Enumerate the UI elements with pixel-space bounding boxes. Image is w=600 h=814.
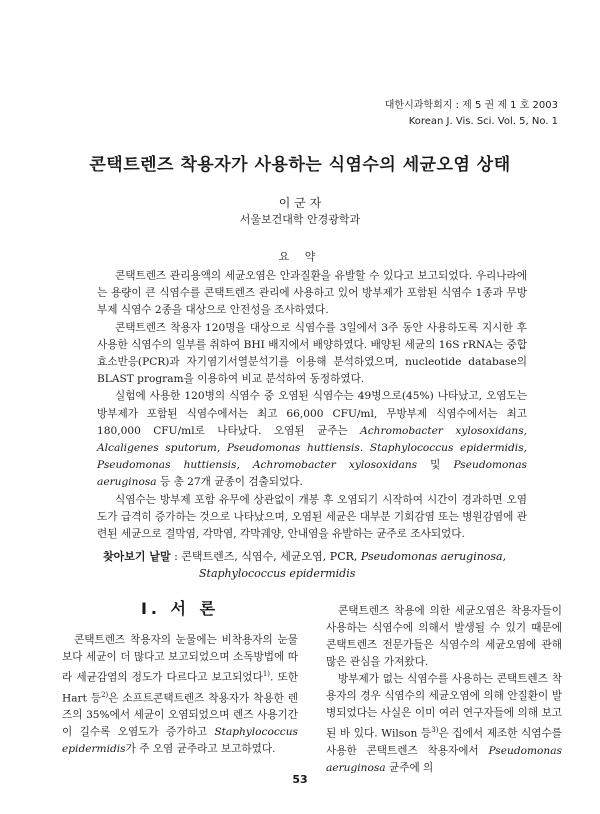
keyword-italic: Staphylococcus epidermidis (199, 567, 356, 580)
reference-marker: 3) (431, 726, 439, 734)
body-column-left (62, 632, 298, 758)
keywords-block (103, 548, 533, 582)
abstract-text: 등 총 27개 균종이 검출되었다. (156, 476, 303, 489)
body-text: 은 집에서 제조한 식염수를 사용한 콘택트렌즈 착용자에서 (326, 727, 563, 757)
keyword-italic: Pseudomonas aeruginosa, (360, 550, 507, 563)
body-paragraph (326, 671, 562, 777)
abstract-paragraph (97, 388, 527, 491)
section-heading-introduction: I. 서 론 (140, 599, 220, 618)
page-number: 53 (292, 773, 308, 786)
journal-line-english: Korean J. Vis. Sci. Vol. 5, No. 1 (408, 116, 558, 127)
keywords-terms: 콘택트렌즈, 식염수, 세균오염, PCR, (181, 550, 361, 563)
species-name: Pseudomonas aeruginosa (97, 459, 527, 489)
abstract-paragraph: 콘택트렌즈 착용자 120명을 대상으로 식염수를 3일에서 3주 동안 사용하도록 지시한 후 사용한 식염수의 일부를 취하여 BHI 배지에서 배양하였다. 배양된 세균의 16S rRNA는 중합효소반응(PCR)과 자기염기서열분석기를 이용해 분석하였으며, nucleotide database의 BLAST program을 이용하여 비교 분석하여 동정하였다. (97, 321, 527, 386)
body-paragraph: 콘택트렌즈 착용에 의한 세균오염은 착용자들이 사용하는 식염수에 의해서 발생될 수 있기 때문에 콘택트렌즈 전문가들은 식염수의 세균오염에 관해 많은 관심을 가져왔다. (326, 605, 562, 668)
abstract-text: 및 (417, 459, 454, 472)
author-name: 이 군 자 (278, 196, 322, 210)
species-name: Pseudomonas aeruginosa (326, 744, 562, 774)
keywords-separator: : (170, 550, 182, 563)
abstract-paragraph: 식염수는 방부제 포함 유무에 상관없이 개봉 후 오염되기 시작하여 시간이 경과하면 오염도가 급격히 증가하는 것으로 나타났으며, 오염된 세균은 대부분 기회감염 또는 병원감염에 관련된 세균으로 결막염, 각막염, 각막궤양, 안내염을 유발하는 균주로 조사되었다. (97, 493, 527, 541)
body-text: . 또한 Hart 등 (62, 671, 298, 705)
paper-title: 콘택트렌즈 착용자가 사용하는 식염수의 세균오염 상태 (89, 155, 511, 175)
species-names: Achromobacter xylosoxidans, Alcaligenes sputorum, Pseudomonas huttiensis. Staphylococcus epidermidis, Pseudomonas huttiensis, Achromobacter xylosoxidans (97, 424, 528, 472)
journal-citation (385, 98, 558, 130)
body-text: 콘택트렌즈 착용자의 눈물에는 비착용자의 눈물보다 세균이 더 많다고 보고되었으며 소독방법에 따라 세균감염의 정도가 다르다고 보고되었다 (62, 634, 298, 684)
reference-marker: 2) (101, 690, 109, 699)
reference-marker: 1) (262, 670, 270, 678)
abstract-body (97, 268, 527, 543)
keywords-label: 찾아보기 낱말 (103, 550, 171, 563)
body-column-right (326, 603, 562, 777)
body-text: 균주에 의 (385, 761, 434, 774)
body-text: 방부제가 없는 식염수를 사용하는 콘택트렌즈 착용자의 경우 식염수의 세균오염에 의해 안질환이 발병되었다는 사실은 이미 여러 연구자들에 의해 보고된 바 있다. Wilson 등 (326, 673, 562, 740)
abstract-paragraph: 콘택트렌즈 관리용액의 세균오염은 안과질환을 유발할 수 있다고 보고되었다. 우리나라에는 용량이 큰 식염수를 콘택트렌즈 관리에 사용하고 있어 방부제가 포함된 식염수 1종과 무방부제 식염수 2종을 대상으로 안전성을 조사하였다. (97, 270, 527, 317)
abstract-text: 실험에 사용한 120병의 식염수 중 오염된 식염수는 49병으로(45%) 나타났고, 오염도는 방부제가 포함된 식염수에서는 최고 66,000 CFU/ml, 무방부제 식염수에서는 최고 180,000 CFU/ml로 나타났다. 오염된 균주는 (97, 390, 527, 437)
body-text: 가 주 오염 균주라고 보고하였다. (125, 743, 276, 756)
body-text: 은 소프트콘택트렌즈 착용자가 착용한 렌즈의 35%에서 세균이 오염되었으며 렌즈 사용기간이 길수록 오염도가 증가하고 (62, 692, 298, 739)
author-affiliation: 서울보건대학 안경광학과 (239, 213, 361, 226)
journal-line-korean: 대한시과학회지 : 제 5 권 제 1 호 2003 (384, 100, 558, 111)
abstract-heading: 요 약 (278, 250, 322, 263)
body-paragraph (62, 632, 298, 758)
species-name: Staphylococcus epidermidis (62, 726, 298, 756)
